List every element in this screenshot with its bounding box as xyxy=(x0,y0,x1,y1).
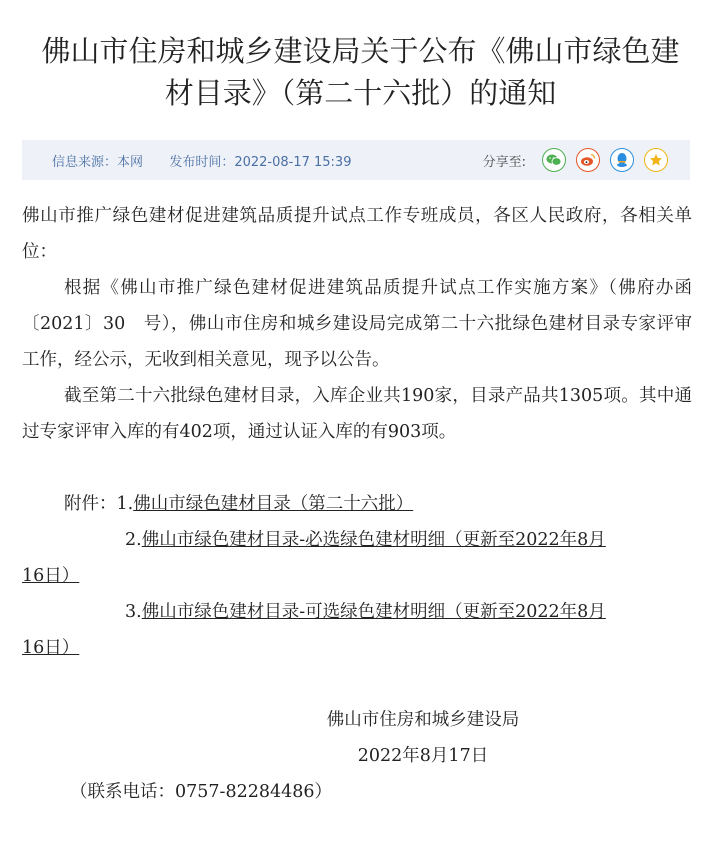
wechat-icon[interactable] xyxy=(542,148,566,172)
sign-date: 2022年8月17日 xyxy=(357,746,489,766)
source-value: 本网 xyxy=(117,155,144,170)
title-line-2: 材目录》（第二十六批）的通知 xyxy=(164,76,557,110)
weibo-icon[interactable] xyxy=(576,148,600,172)
date-value: 2022-08-17 15:39 xyxy=(234,155,352,170)
salutation: 佛山市推广绿色建材促进建筑品质提升试点工作专班成员，各区人民政府，各相关单位： xyxy=(22,206,692,262)
attachment-label: 附件： xyxy=(64,494,117,514)
source-label: 信息来源： xyxy=(52,155,118,170)
blank-line xyxy=(22,450,692,486)
attachment-3-num: 3. xyxy=(125,602,142,622)
attachment-1-link[interactable]: 佛山市绿色建材目录（第二十六批） xyxy=(133,494,414,514)
attachment-2-cont xyxy=(22,558,692,594)
blank-line-2 xyxy=(22,666,692,702)
date-label: 发布时间： xyxy=(169,155,235,170)
qq-icon[interactable] xyxy=(610,148,634,172)
attachment-3-link-cont[interactable]: 16日） xyxy=(22,638,80,658)
signer: 佛山市住房和城乡建设局 xyxy=(326,710,520,730)
attachment-3-cont xyxy=(22,630,692,666)
page-title xyxy=(0,30,721,114)
attachment-2-link-cont[interactable]: 16日） xyxy=(22,566,80,586)
attachment-1 xyxy=(22,486,692,522)
contact: （联系电话：0757-82284486） xyxy=(70,782,333,802)
attachment-3-link[interactable]: 佛山市绿色建材目录-可选绿色建材明细（更新至2022年8月 xyxy=(141,602,606,622)
paragraph-1: 根据《佛山市推广绿色建材促进建筑品质提升试点工作实施方案》（佛府办函〔2021〕30 号），佛山市住房和城乡建设局完成第二十六批绿色建材目录专家评审工作，经公示，无收到相关意见，现予以公告。 xyxy=(22,278,692,370)
attachment-2-link[interactable]: 佛山市绿色建材目录-必选绿色建材明细（更新至2022年8月 xyxy=(141,530,606,550)
attachment-3 xyxy=(22,594,692,630)
share-bar xyxy=(483,146,668,174)
article-body xyxy=(22,198,692,810)
attachment-2 xyxy=(22,522,692,558)
attachment-1-num: 1. xyxy=(116,494,134,514)
qzone-icon[interactable] xyxy=(644,148,668,172)
meta-info xyxy=(52,151,351,170)
paragraph-2: 截至第二十六批绿色建材目录，入库企业共190家，目录产品共1305项。其中通过专家评审入库的有402项，通过认证入库的有903项。 xyxy=(22,386,692,442)
share-label: 分享至: xyxy=(482,154,526,170)
meta-bar xyxy=(22,140,690,180)
attachment-2-num: 2. xyxy=(125,530,142,550)
title-line-1: 佛山市住房和城乡建设局关于公布《佛山市绿色建 xyxy=(41,34,680,68)
